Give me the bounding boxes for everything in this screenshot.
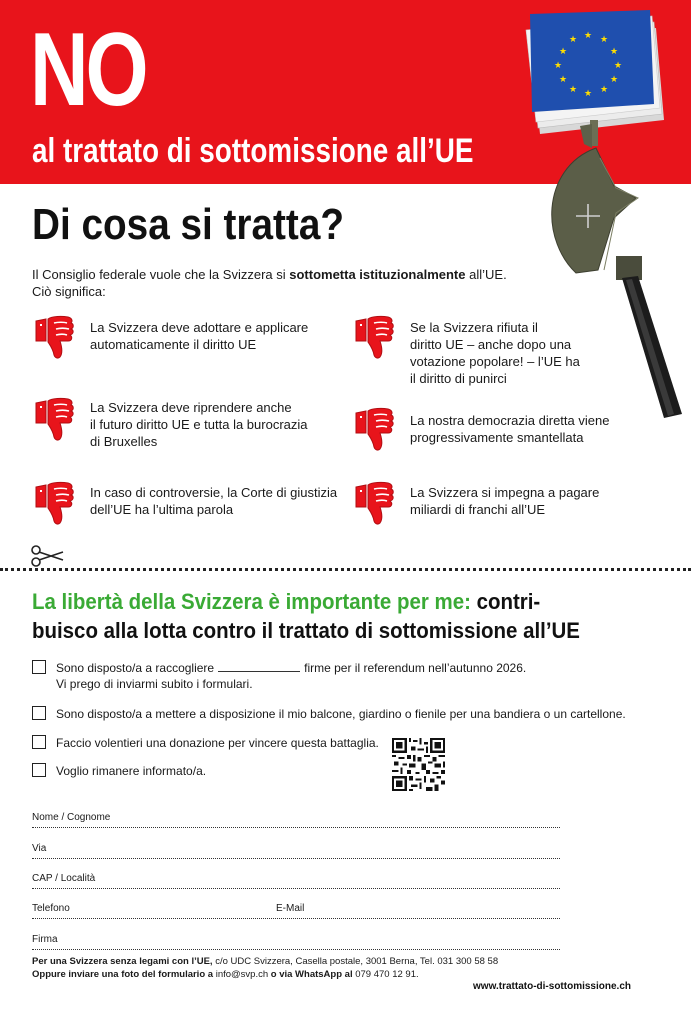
- option3-text: Faccio volentieri una donazione per vincere questa battaglia.: [56, 736, 379, 750]
- field-phone-label: Telefono: [32, 903, 70, 914]
- svg-text:★: ★: [568, 85, 578, 95]
- svg-text:★: ★: [583, 31, 593, 41]
- point-6: [352, 479, 599, 527]
- point-3: [32, 479, 337, 527]
- thumbs-down-icon: [352, 479, 396, 527]
- qr-code[interactable]: [392, 738, 445, 791]
- option-display-flag: [32, 706, 626, 722]
- point-line: di Bruxelles: [90, 434, 158, 449]
- banner-subtitle: al trattato di sottomissione all’UE: [32, 132, 474, 170]
- field-signature-label: Firma: [32, 934, 58, 945]
- field-phone-email[interactable]: [32, 901, 560, 919]
- form-headline-black-1: contri-: [470, 589, 541, 614]
- point-line: diritto UE – anche dopo una: [410, 337, 572, 352]
- svg-text:★: ★: [599, 85, 609, 95]
- checkbox-display-flag[interactable]: [32, 706, 46, 720]
- point-line: votazione popolare! – l’UE ha: [410, 354, 580, 369]
- option-collect-signatures-text: [56, 660, 526, 692]
- svg-text:★: ★: [613, 61, 623, 71]
- footer-photo-text: Oppure inviare una foto del formulario a: [32, 969, 214, 980]
- option2-text: Sono disposto/a a mettere a disposizione il mio balcone, giardino o fienile per una bandiera o un cartellone.: [56, 707, 626, 721]
- svg-text:★: ★: [583, 89, 593, 99]
- field-city-label: CAP / Località: [32, 873, 96, 884]
- banner-big-no: NO: [30, 12, 146, 128]
- thumbs-down-icon: [352, 313, 396, 361]
- svg-text:★: ★: [609, 47, 619, 57]
- section-title: Di cosa si tratta?: [32, 200, 345, 249]
- svg-text:★: ★: [558, 47, 568, 57]
- footer-org: Per una Svizzera senza legami con l’UE,: [32, 956, 213, 967]
- point-line: il futuro diritto UE e tutta la burocrazia: [90, 417, 308, 432]
- svg-text:★: ★: [568, 35, 578, 45]
- option1-post: firme per il referendum nell’autunno 2026.: [304, 661, 527, 675]
- thumbs-down-icon: [32, 395, 76, 443]
- website-link[interactable]: www.trattato-di-sottomissione.ch: [473, 981, 631, 992]
- svg-text:★: ★: [553, 61, 563, 71]
- point-1-text: [90, 319, 308, 353]
- footer-address-rest: c/o UDC Svizzera, Casella postale, 3001 Berna, Tel. 031 300 58 58: [212, 956, 499, 967]
- point-line: In caso di controversie, la Corte di giustizia: [90, 485, 338, 500]
- point-line: dell’UE ha l’ultima parola: [90, 502, 234, 517]
- thumbs-down-icon: [32, 313, 76, 361]
- checkbox-collect-signatures[interactable]: [32, 660, 46, 674]
- intro-bold: sottometta istituzionalmente: [289, 267, 466, 282]
- point-6-text: [410, 484, 599, 518]
- point-line: il diritto di punirci: [410, 371, 507, 386]
- checkbox-stay-informed[interactable]: [32, 763, 46, 777]
- point-line: progressivamente smantellata: [410, 430, 584, 445]
- thumbs-down-icon: [352, 405, 396, 453]
- footer-contact: [32, 969, 419, 980]
- option-stay-informed: [32, 763, 206, 779]
- field-name-label: Nome / Cognome: [32, 812, 111, 823]
- point-4-text: [410, 319, 580, 387]
- option1-pre: Sono disposto/a a raccogliere: [56, 661, 215, 675]
- form-headline-green: La libertà della Svizzera è importante per me:: [32, 589, 471, 614]
- svg-text:★: ★: [599, 35, 609, 45]
- option1-line2: Vi prego di inviarmi subito i formulari.: [56, 677, 253, 691]
- point-line: La Svizzera deve adottare e applicare: [90, 320, 309, 335]
- point-3-text: [90, 484, 337, 518]
- intro-line2: Ciò significa:: [32, 284, 106, 299]
- field-name[interactable]: [32, 810, 560, 828]
- footer-email-link[interactable]: info@svp.ch: [213, 969, 271, 980]
- point-5-text: [410, 412, 609, 446]
- form-headline: [32, 587, 627, 645]
- cut-line: [0, 568, 691, 571]
- field-email-label: E-Mail: [276, 903, 305, 914]
- field-street[interactable]: [32, 841, 560, 859]
- footer-phone[interactable]: 079 470 12 91.: [352, 969, 419, 980]
- point-2-text: [90, 399, 308, 450]
- intro-text: [32, 266, 532, 300]
- point-line: La nostra democrazia diretta viene: [410, 413, 610, 428]
- form-headline-black-2: buisco alla lotta contro il trattato di sottomissione all’UE: [32, 618, 580, 643]
- intro-pre: Il Consiglio federale vuole che la Svizzera si: [32, 267, 290, 282]
- footer-address: [32, 956, 498, 967]
- thumbs-down-icon: [32, 479, 76, 527]
- footer-whatsapp-text: o via WhatsApp al: [270, 969, 353, 980]
- signatures-count-blank[interactable]: [218, 662, 300, 672]
- point-5: [352, 405, 609, 453]
- intro-post: all’UE.: [465, 267, 507, 282]
- field-city[interactable]: [32, 871, 560, 889]
- point-line: miliardi di franchi all’UE: [410, 502, 546, 517]
- point-4: [352, 313, 580, 387]
- option-collect-signatures: [32, 660, 526, 692]
- point-line: Se la Svizzera rifiuta il: [410, 320, 538, 335]
- checkbox-donation[interactable]: [32, 735, 46, 749]
- scissors-icon: [30, 545, 64, 567]
- point-1: [32, 313, 308, 361]
- option-donation: [32, 735, 379, 751]
- point-line: La Svizzera deve riprendere anche: [90, 400, 292, 415]
- svg-text:★: ★: [609, 75, 619, 85]
- field-signature[interactable]: [32, 932, 560, 950]
- field-street-label: Via: [32, 843, 47, 854]
- point-line: automaticamente il diritto UE: [90, 337, 257, 352]
- point-line: La Svizzera si impegna a pagare: [410, 485, 600, 500]
- point-2: [32, 395, 308, 450]
- svg-text:★: ★: [558, 75, 568, 85]
- option4-text: Voglio rimanere informato/a.: [56, 764, 207, 778]
